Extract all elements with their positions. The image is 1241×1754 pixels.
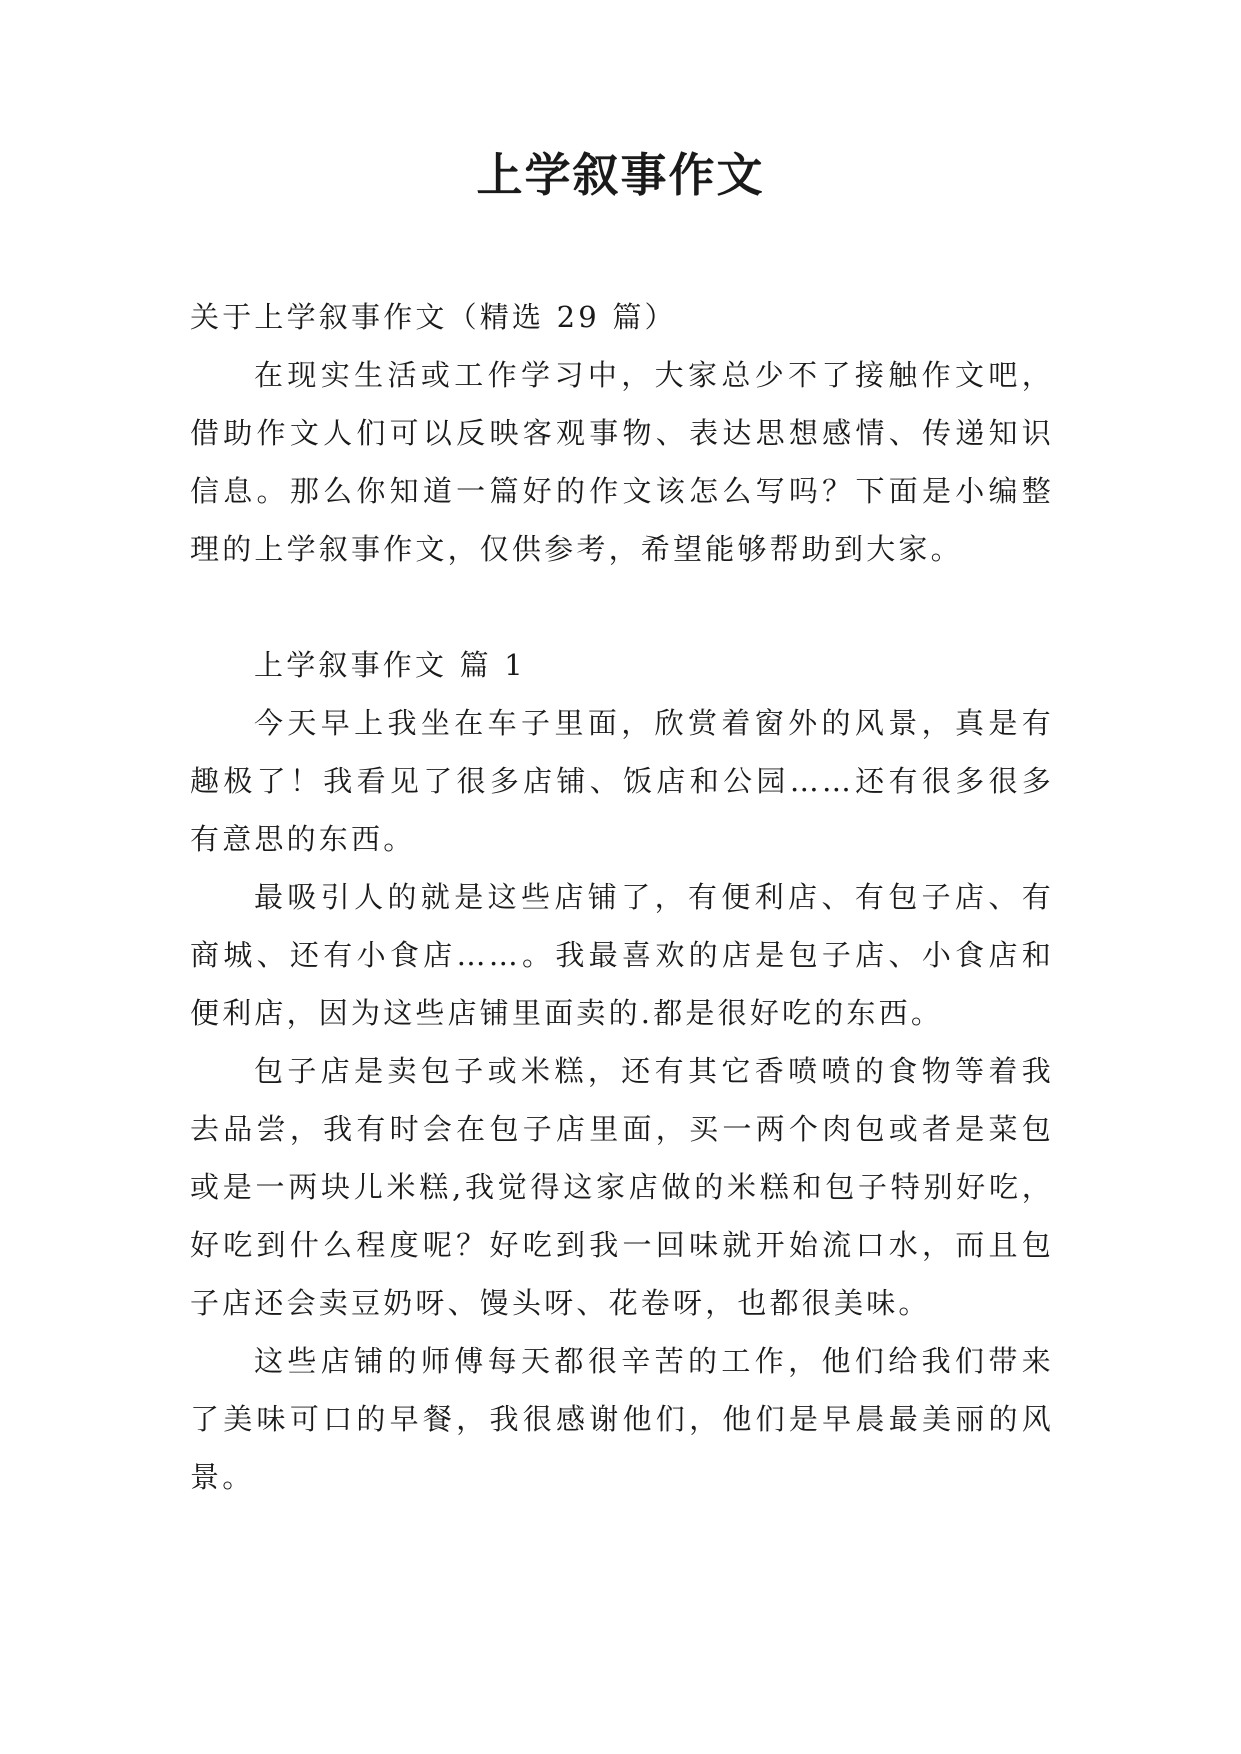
- body-paragraph-4: 这些店铺的师傅每天都很辛苦的工作，他们给我们带来了美味可口的早餐，我很感谢他们，他们是早晨最美丽的风景。: [190, 1344, 1054, 1494]
- intro-paragraph: 在现实生活或工作学习中，大家总少不了接触作文吧，借助作文人们可以反映客观事物、表达思想感情、传递知识信息。那么你知道一篇好的作文该怎么写吗？下面是小编整理的上学叙事作文，仅供参考，希望能够帮助到大家。: [190, 358, 1054, 566]
- section-heading: 上学叙事作文 篇 1: [254, 648, 526, 682]
- body-paragraph-2: 最吸引人的就是这些店铺了，有便利店、有包子店、有商城、还有小食店……。我最喜欢的店是包子店、小食店和便利店，因为这些店铺里面卖的.都是很好吃的东西。: [190, 880, 1054, 1030]
- intro-heading: 关于上学叙事作文（精选 29 篇）: [190, 300, 677, 334]
- body-paragraph-3: 包子店是卖包子或米糕，还有其它香喷喷的食物等着我去品尝，我有时会在包子店里面，买一两个肉包或者是菜包或是一两块儿米糕,我觉得这家店做的米糕和包子特别好吃，好吃到什么程度呢？好吃到我一回味就开始流口水，而且包子店还会卖豆奶呀、馒头呀、花卷呀，也都很美味。: [190, 1054, 1054, 1320]
- document-body: [190, 288, 1054, 1506]
- document-title: 上学叙事作文: [476, 148, 765, 202]
- section-spacer: [190, 578, 1054, 636]
- body-paragraph-1: 今天早上我坐在车子里面，欣赏着窗外的风景，真是有趣极了！我看见了很多店铺、饭店和公园……还有很多很多有意思的东西。: [190, 706, 1054, 856]
